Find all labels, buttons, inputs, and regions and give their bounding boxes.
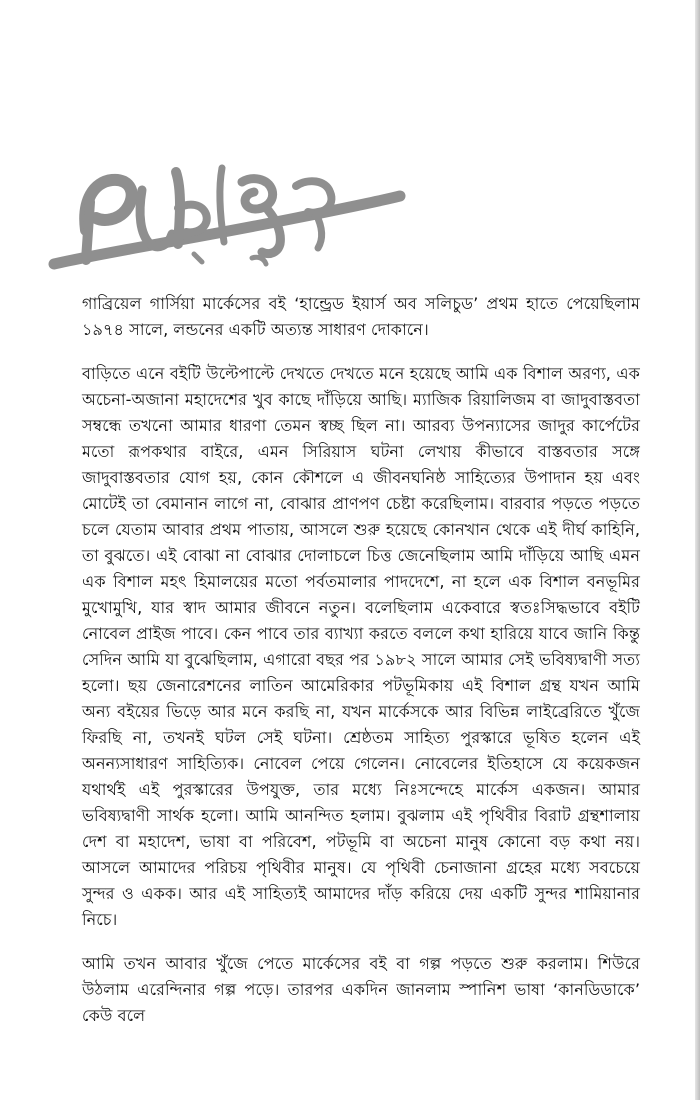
chapter-heading-calligraphy xyxy=(46,160,406,280)
paragraph-1: গাব্রিয়েল গার্সিয়া মার্কেসের বই ‘হান্ড্রেড ইয়ার্স অব সলিচুড’ প্রথম হাতে পেয়েছিলাম ১৯৭৪ সালে, লন্ডনের একটি অত্যন্ত সাধারণ দোকানে। xyxy=(82,294,640,339)
paragraph-3: আমি তখন আবার খুঁজে পেতে মার্কেসের বই বা গল্প পড়তে শুরু করলাম। শিউরে উঠলাম এরেন্দিনার গল্প পড়ে। তারপর একদিন জানলাম স্পানিশ ভাষা ‘কানডিডাকে’ কেউ বলে xyxy=(82,954,640,1025)
page-edge-shadow xyxy=(695,0,700,1100)
paragraph-2: বাড়িতে এনে বইটি উল্টেপাল্টে দেখতে দেখতে মনে হয়েছে আমি এক বিশাল অরণ্য, এক অচেনা-অজানা মহাদেশের খুব কাছে দাঁড়িয়ে আছি। ম্যাজিক রিয়ালিজম বা জাদুবাস্তবতা সম্বন্ধে তখনো আমার ধারণা তেমন স্বচ্ছ ছিল না। আরব্য উপন্যাসের জাদুর কার্পেটের মতো রূপকথার বাইরে, এমন সিরিয়াস ঘটনা লেখায় কীভাবে বাস্তবতার সঙ্গে জাদুবাস্তবতার যোগ হয়, কোন কৌশলে এ জীবনঘনিষ্ঠ সাহিত্যের উপাদান হয় এবং মোটেই তা বেমানান লাগে না, বোঝার প্রাণপণ চেষ্টা করেছিলাম। বারবার পড়তে পড়তে চলে যেতাম আবার প্রথম পাতায়, আসলে শুরু হয়েছে কোনখান থেকে এই দীর্ঘ কাহিনি, তা বুঝতে। এই বোঝা না বোঝার দোলাচলে চিত্ত জেনেছিলাম আমি দাঁড়িয়ে আছি এমন এক বিশাল মহৎ হিমালয়ের মতো পর্বতমালার পাদদেশে, না হলে এক বিশাল বনভূমির মুখোমুখি, যার স্বাদ আমার জীবনে নতুন। বলেছিলাম একেবারে স্বতঃসিদ্ধভাবে বইটি নোবেল প্রাইজ পাবে। কেন পাবে তার ব্যাখ্যা করতে বললে কথা হারিয়ে যাবে জানি কিন্তু সেদিন আমি যা বুঝেছিলাম, এগারো বছর পর ১৯৮২ সালে আমার সেই ভবিষ্যদ্বাণী সত্য হলো। ছয় জেনারেশনের লাতিন আমেরিকার পটভূমিকায় এই বিশাল গ্রন্থ যখন আমি অন্য বইয়ের ভিড়ে আর মনে করছি না, যখন মার্কেসকে আর বিভিন্ন লাইব্রেরিতে খুঁজে ফিরছি না, তখনই ঘটল সেই ঘটনা। শ্রেষ্ঠতম সাহিত্য পুরস্কারে ভূষিত হলেন এই অনন্যসাধারণ সাহিত্যিক। নোবেল পেয়ে গেলেন। নোবেলের ইতিহাসে যে কয়েকজন যথার্থই এই পুরস্কারের উপযুক্ত, তার মধ্যে নিঃসন্দেহে মার্কেস একজন। আমার ভবিষ্যদ্বাণী সার্থক হলো। আমি আনন্দিত হলাম। বুঝলাম এই পৃথিবীর বিরাট গ্রন্থশালায় দেশ বা মহাদেশ, ভাষা বা পরিবেশ, পটভূমি বা অচেনা মানুষ কোনো বড় কথা নয়। আসলে আমাদের পরিচয় পৃথিবীর মানুষ। যে পৃথিবী চেনাজানা গ্রহের মধ্যে সবচেয়ে সুন্দর ও একক। আর এই সাহিত্যই আমাদের দাঁড় করিয়ে দেয় একটি সুন্দর শামিয়ানার নিচে। xyxy=(82,364,640,929)
chapter-heading-text xyxy=(0,0,1,1)
body-text xyxy=(82,291,640,1047)
